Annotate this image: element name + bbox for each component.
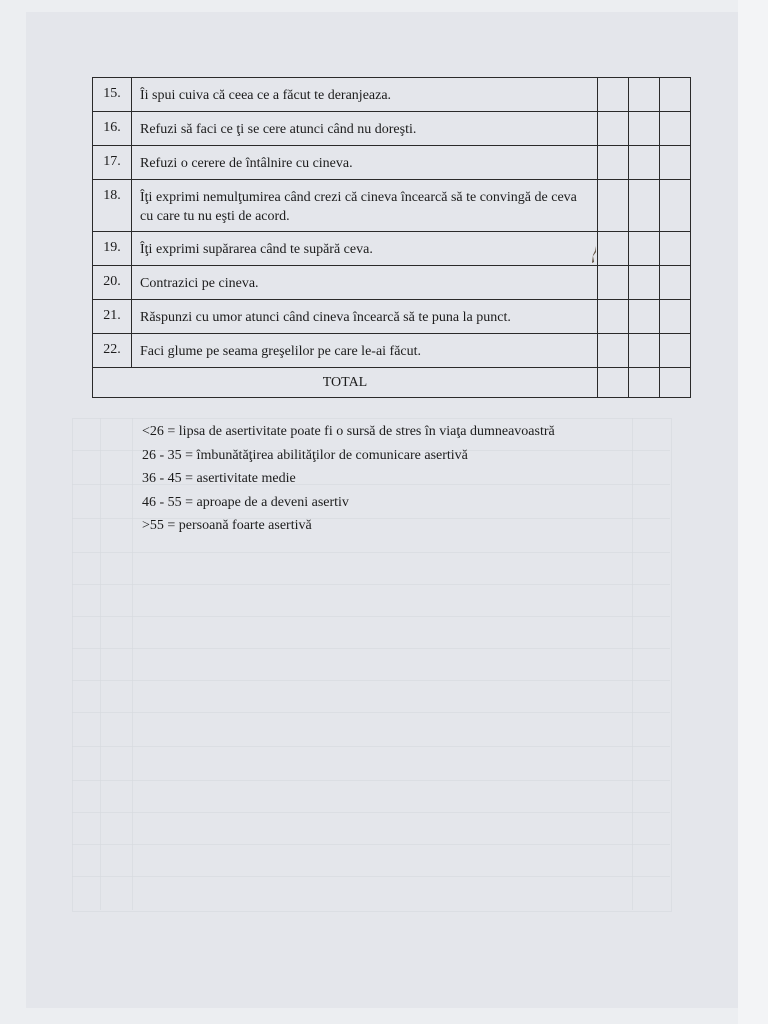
- answer-box: [660, 266, 691, 300]
- item-text: Contrazici pe cineva.: [132, 266, 598, 300]
- item-text: Refuzi să faci ce ţi se cere atunci când nu doreşti.: [132, 112, 598, 146]
- answer-box: [598, 146, 629, 180]
- answer-box: [660, 300, 691, 334]
- answer-box: [629, 266, 660, 300]
- bleed-through-divider: [132, 418, 133, 910]
- table-row: [93, 112, 691, 146]
- item-number: 16.: [93, 112, 132, 146]
- answer-box: [660, 334, 691, 368]
- answer-box: [660, 232, 691, 266]
- answer-box: [598, 180, 629, 232]
- page-edge: [738, 0, 768, 1024]
- table-row: [93, 180, 691, 232]
- bleed-through-divider: [632, 418, 633, 910]
- total-box: [629, 368, 660, 398]
- table-row: [93, 266, 691, 300]
- legend-item: 26 - 35 = îmbunătăţirea abilităţilor de comunicare asertivă: [142, 447, 468, 463]
- answer-box: [660, 78, 691, 112]
- answer-box: [598, 112, 629, 146]
- bleed-through-divider: [72, 616, 670, 617]
- item-text: Faci glume pe seama greşelilor pe care le-ai făcut.: [132, 334, 598, 368]
- ink-speck: [591, 246, 597, 264]
- answer-box: [598, 300, 629, 334]
- answer-box: [629, 180, 660, 232]
- item-text: Îţi exprimi nemulţumirea când crezi că cineva încearcă să te convingă de ceva cu care tu nu eşti de acord.: [132, 180, 598, 232]
- legend-item: >55 = persoană foarte asertivă: [142, 518, 312, 533]
- table-row: [93, 146, 691, 180]
- bleed-through-divider: [72, 648, 670, 649]
- total-box: [598, 368, 629, 398]
- bleed-through-divider: [72, 680, 670, 681]
- answer-box: [629, 300, 660, 334]
- bleed-through-divider: [72, 746, 670, 747]
- item-text: Refuzi o cerere de întâlnire cu cineva.: [132, 146, 598, 180]
- legend-item: 36 - 45 = asertivitate medie: [142, 471, 296, 486]
- item-number: 19.: [93, 232, 132, 266]
- table-row: [93, 78, 691, 112]
- item-number: 21.: [93, 300, 132, 334]
- bleed-through-divider: [72, 812, 670, 813]
- answer-box: [598, 232, 629, 266]
- bleed-through-divider: [72, 780, 670, 781]
- table-row: [93, 300, 691, 334]
- answer-box: [598, 266, 629, 300]
- bleed-through-divider: [72, 712, 670, 713]
- item-number: 22.: [93, 334, 132, 368]
- total-row: [93, 368, 691, 398]
- answer-box: [629, 334, 660, 368]
- bleed-through-divider: [100, 418, 101, 910]
- answer-box: [629, 232, 660, 266]
- answer-box: [629, 78, 660, 112]
- legend-item: 46 - 55 = aproape de a deveni asertiv: [142, 494, 349, 510]
- answer-box: [660, 112, 691, 146]
- legend-item: <26 = lipsa de asertivitate poate fi o sursă de stres în viaţa dumneavoastră: [142, 424, 555, 439]
- bleed-through-divider: [72, 584, 670, 585]
- item-number: 17.: [93, 146, 132, 180]
- item-text: Îţi exprimi supărarea când te supără ceva.: [132, 232, 598, 266]
- answer-box: [598, 78, 629, 112]
- bleed-through-divider: [72, 876, 670, 877]
- bleed-through-divider: [72, 552, 670, 553]
- assertiveness-questionnaire-table: [92, 77, 691, 398]
- answer-box: [629, 146, 660, 180]
- table-row: [93, 232, 691, 266]
- answer-box: [598, 334, 629, 368]
- score-legend: [142, 420, 555, 538]
- bleed-through-divider: [72, 844, 670, 845]
- answer-box: [660, 146, 691, 180]
- item-number: 20.: [93, 266, 132, 300]
- total-box: [660, 368, 691, 398]
- item-text: Îi spui cuiva că ceea ce a făcut te deranjeaza.: [132, 78, 598, 112]
- table-row: [93, 334, 691, 368]
- answer-box: [660, 180, 691, 232]
- item-number: 18.: [93, 180, 132, 232]
- total-label: TOTAL: [93, 368, 598, 398]
- item-number: 15.: [93, 78, 132, 112]
- item-text: Răspunzi cu umor atunci când cineva încearcă să te puna la punct.: [132, 300, 598, 334]
- answer-box: [629, 112, 660, 146]
